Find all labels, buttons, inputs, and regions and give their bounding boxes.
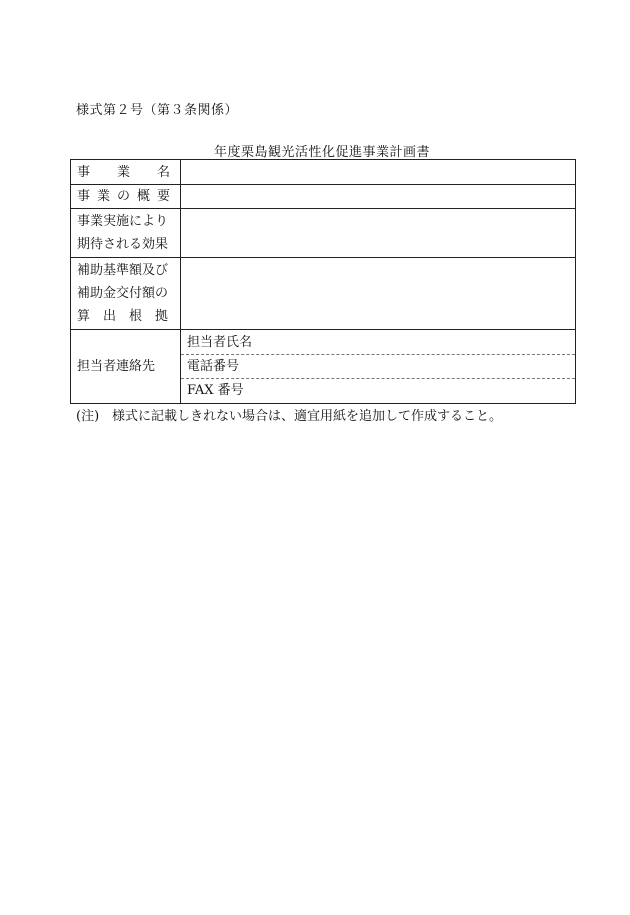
table-row-contact (71, 330, 576, 404)
label-char: 根 (128, 309, 142, 324)
label-char: 要 (156, 189, 170, 204)
plan-form-table (70, 159, 576, 404)
table-row-expected-effects (71, 209, 576, 258)
label-char: 事 (77, 189, 91, 204)
table-row-basis (71, 258, 576, 330)
overview-field[interactable] (181, 185, 576, 209)
basis-field[interactable] (181, 258, 576, 330)
phone-number-field[interactable]: 電話番号 (181, 355, 575, 379)
label-char: 名 (156, 164, 170, 180)
contact-label: 担当者連絡先 (71, 330, 181, 404)
label-char: の (116, 189, 130, 204)
table-row-project-name (71, 160, 576, 185)
label-char: 事 (77, 164, 91, 180)
footnote-text: 様式に記載しきれない場合は、適宜用紙を追加して作成すること。 (112, 409, 503, 424)
fax-number-field[interactable]: FAX 番号 (187, 383, 244, 398)
label-line: 事業実施により (77, 214, 169, 229)
footnote-marker: (注) (76, 409, 100, 424)
label-line: 期待される効果 (77, 237, 169, 252)
label-char: 業 (96, 189, 110, 204)
label-char: 算 (77, 309, 91, 324)
label-char: 業 (116, 164, 130, 180)
overview-label (71, 185, 181, 209)
label-line: 補助基準額及び (77, 263, 169, 278)
document-title: 年度栗島観光活性化促進事業計画書 (214, 145, 431, 160)
basis-label (71, 258, 181, 330)
label-line: 補助金交付額の (77, 286, 169, 301)
label-char: 拠 (154, 309, 168, 324)
footnote (76, 405, 502, 424)
project-name-label (71, 160, 181, 185)
expected-effects-field[interactable] (181, 209, 576, 258)
expected-effects-label (71, 209, 181, 258)
contact-person-field[interactable]: 担当者氏名 (181, 331, 575, 355)
label-char: 出 (102, 309, 116, 324)
table-row-overview (71, 185, 576, 209)
form-number: 様式第２号（第３条関係） (76, 103, 239, 118)
project-name-field[interactable] (181, 160, 576, 185)
label-char: 概 (136, 189, 150, 204)
contact-fields (181, 330, 576, 404)
